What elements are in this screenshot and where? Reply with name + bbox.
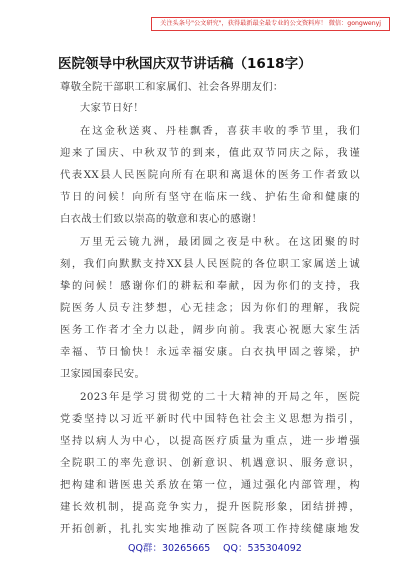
paragraph-line: 万里无云镜九洲，最团圆之夜是中秋。在这团聚的时 [80,236,360,248]
paragraph-line: 坚持以病人为中心，以提高医疗质量为重点，进一步增强 [60,435,360,447]
paragraph-line: 党委坚持以习近平新时代中国特色社会主义思想为指引， [60,413,360,425]
paragraph-line: 把构建和谐医患关系放在第一位，通过强化内部管理，构 [60,479,360,491]
paragraph-line: 迎来了国庆、中秋双节的到来，值此双节同庆之际，我谨 [60,147,360,159]
paragraph-line: 院医务人员专注梦想，心无挂念；因为你们的理解，我院 [60,302,360,314]
qq-number: QQ：535304092 [223,543,302,554]
header-banner [0,10,408,30]
paragraph-line: 开拓创新，扎扎实实地推动了医院各项工作持续健康地发 [60,523,360,535]
paragraph-line: 医务工作者才全力以赴，阔步向前。我衷心祝愿大家生活 [60,324,360,336]
promo-text: 关注头条号"公文研究"，获得最新最全最专业的公文资料库！ 微信：gongwenyj [151,17,390,31]
qq-group-number: QQ群：30265665 [128,543,211,554]
paragraph-line: 大家节日好！ [80,102,144,114]
paragraph-line: 建长效机制，提高竞争实力，提升医院形象，团结拼搏， [60,501,360,513]
paragraph-line: 挚的问候！感谢你们的耕耘和奉献，因为你们的支持，我 [60,280,360,292]
paragraph-line: 全院职工的率先意识、创新意识、机遇意识、服务意识， [60,457,360,469]
paragraph-line: 白衣战士们致以崇高的敬意和衷心的感谢！ [60,213,263,225]
paragraph-line: 2023年是学习贯彻党的二十大精神的开局之年，医院 [80,391,360,403]
document-title: 医院领导中秋国庆双节讲话稿（1618字） [58,56,312,72]
paragraph-line: 在这金秋送爽、丹桂飘香，喜获丰收的季节里，我们 [80,125,360,137]
paragraph-line: 节日的问候！向所有坚守在临床一线、护佑生命和健康的 [60,191,360,203]
paragraph-line: 代表XX县人民医院向所有在职和离退休的医务工作者致以 [60,169,360,181]
paragraph-line: 卫家园国泰民安。 [60,368,146,380]
footer [0,540,408,554]
paragraph-line: 幸福、节日愉快！永远幸福安康。白衣执甲固之蓉梁，护 [60,346,360,358]
salutation: 尊敬全院干部职工和家属们、社会各界朋友们： [60,81,284,93]
paragraph-line: 刻，我们向默默支持XX县人民医院的各位职工家属送上诚 [60,258,360,270]
